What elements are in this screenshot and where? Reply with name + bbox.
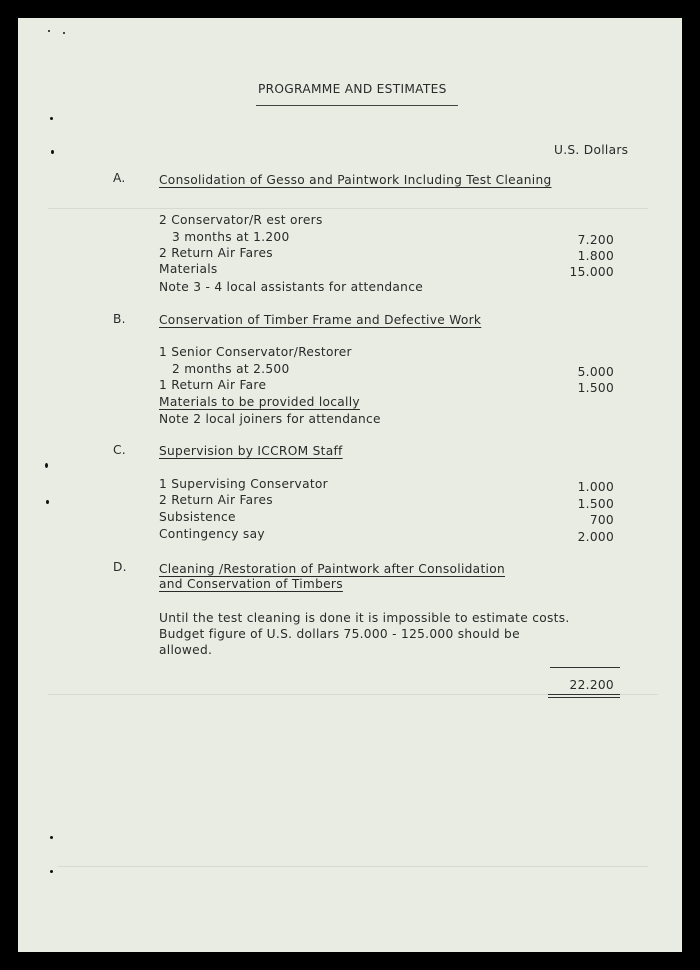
section-b-letter: B.: [113, 312, 126, 326]
section-c-line-2: 2 Return Air Fares: [159, 493, 273, 507]
document-page: [18, 18, 682, 952]
speck: [51, 150, 54, 154]
section-b-line-2: 2 months at 2.500: [172, 362, 290, 376]
section-c-line-1: 1 Supervising Conservator: [159, 477, 328, 491]
section-a-note: Note 3 - 4 local assistants for attendance: [159, 280, 424, 294]
section-a-line-4: Materials: [159, 262, 218, 276]
section-c-line-4: Contingency say: [159, 527, 265, 541]
section-a-line-2: 3 months at 1.200: [172, 230, 290, 244]
speck: [46, 500, 49, 504]
section-c-amount-1: 1.000: [577, 480, 614, 494]
section-a-line-1: 2 Conservator/R est orers: [159, 213, 323, 227]
speck: [50, 836, 53, 839]
section-a-letter: A.: [113, 171, 126, 185]
speck: [63, 32, 65, 34]
section-a-amount-3: 1.800: [577, 249, 614, 263]
section-a-line-3: 2 Return Air Fares: [159, 246, 273, 260]
speck: [50, 870, 53, 873]
section-b-line-1: 1 Senior Conservator/Restorer: [159, 345, 352, 359]
grand-total: 22.200: [569, 678, 614, 692]
total-double-rule-1: [548, 694, 620, 695]
section-d-paragraph-1: Until the test cleaning is done it is impossible to estimate costs.: [159, 611, 570, 625]
document-title: PROGRAMME AND ESTIMATES: [258, 82, 447, 96]
section-d-paragraph-3: allowed.: [159, 643, 213, 657]
section-c-heading: Supervision by ICCROM Staff: [159, 444, 343, 458]
section-b-line-4: Materials to be provided locally: [159, 395, 360, 409]
section-b-amount-2: 5.000: [577, 365, 614, 379]
speck: [50, 117, 53, 120]
section-b-amount-3: 1.500: [577, 381, 614, 395]
section-d-letter: D.: [113, 560, 127, 574]
section-d-paragraph-2: Budget figure of U.S. dollars 75.000 - 125.000 should be: [159, 627, 520, 641]
title-underline: [256, 105, 458, 106]
section-c-amount-3: 700: [589, 513, 614, 527]
section-b-note: Note 2 local joiners for attendance: [159, 412, 381, 426]
section-c-amount-4: 2.000: [577, 530, 614, 544]
total-double-rule-2: [548, 697, 620, 698]
section-a-amount-2: 7.200: [577, 233, 614, 247]
section-d-heading-line-1: Cleaning /Restoration of Paintwork after Consolidation: [159, 562, 505, 576]
section-c-amount-2: 1.500: [577, 497, 614, 511]
section-c-line-3: Subsistence: [159, 510, 236, 524]
section-a-heading: Consolidation of Gesso and Paintwork Including Test Cleaning: [159, 173, 552, 187]
section-a-amount-4: 15.000: [569, 265, 614, 279]
section-b-line-3: 1 Return Air Fare: [159, 378, 267, 392]
section-b-heading: Conservation of Timber Frame and Defective Work: [159, 313, 482, 327]
currency-header: U.S. Dollars: [554, 143, 629, 157]
section-d-heading-line-2: and Conservation of Timbers: [159, 577, 343, 591]
speck: [48, 30, 50, 32]
section-c-letter: C.: [113, 443, 126, 457]
total-top-rule: [550, 667, 620, 668]
speck: [45, 463, 48, 468]
